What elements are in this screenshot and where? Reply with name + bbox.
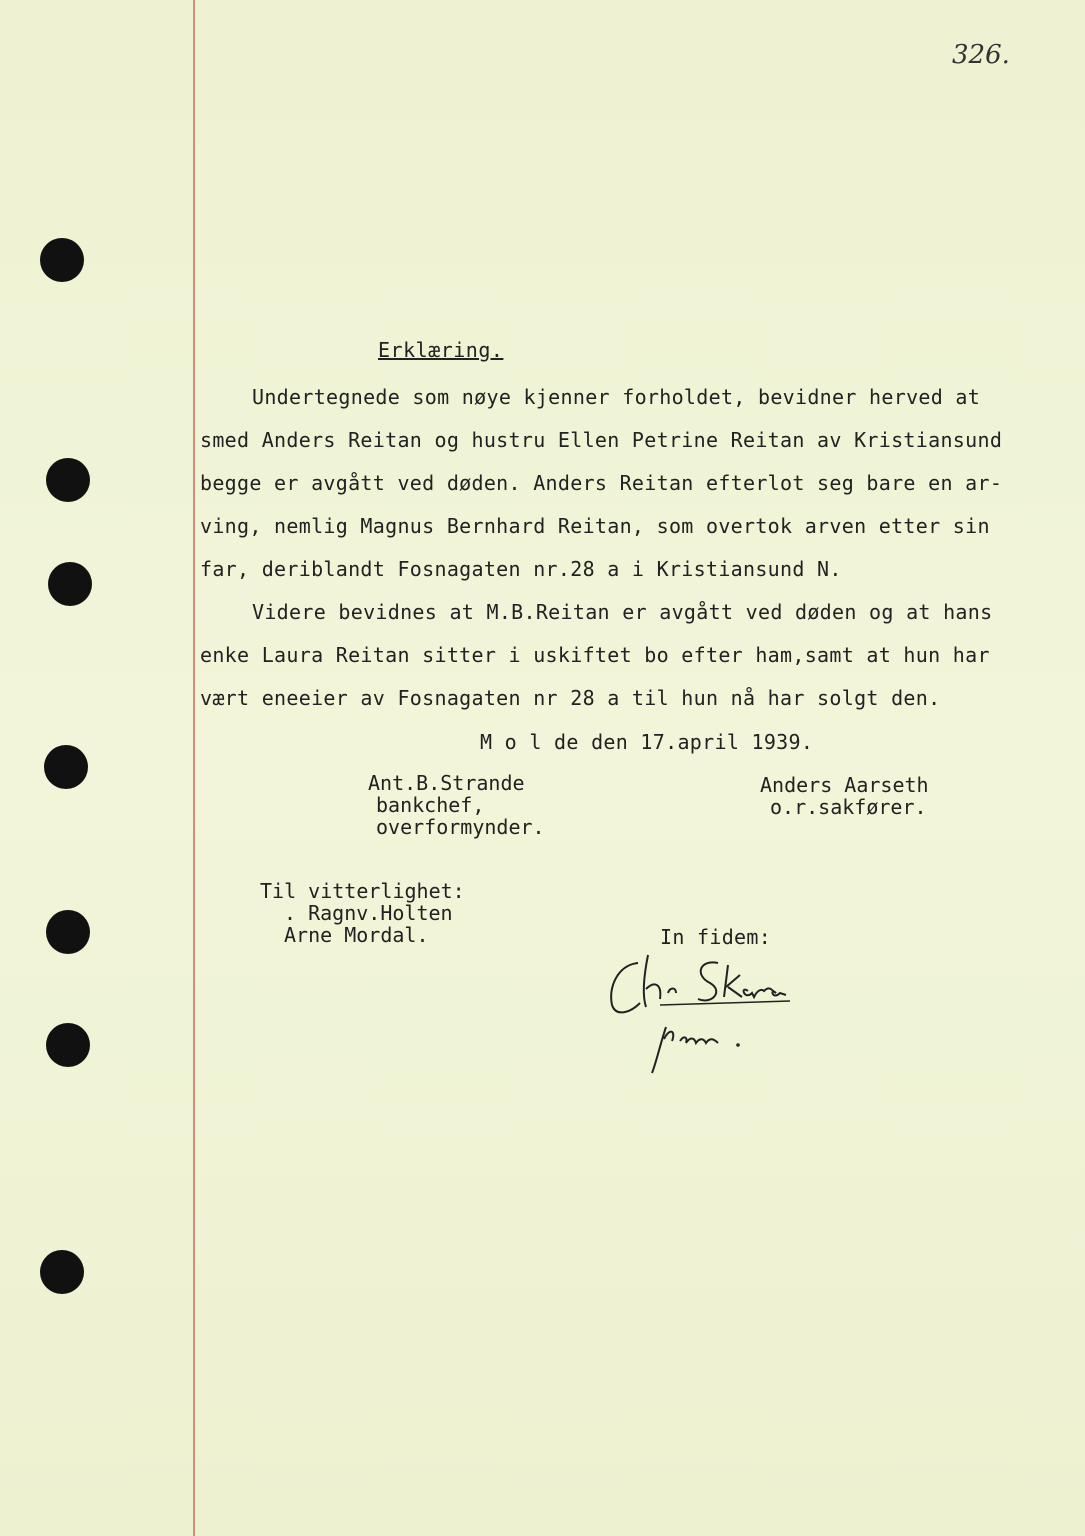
punch-hole (40, 238, 84, 282)
body-line: Videre bevidnes at M.B.Reitan er avgått ved døden og at hans (252, 600, 993, 624)
signatory-left-role: overformynder. (376, 815, 545, 839)
signatory-left-title: bankchef, (376, 793, 485, 817)
signatory-left (368, 772, 545, 838)
punch-hole (46, 1023, 90, 1067)
body-line: vært eneeier av Fosnagaten nr 28 a til hun nå har solgt den. (200, 686, 941, 710)
witness-name: Arne Mordal. (284, 923, 429, 947)
body-line: smed Anders Reitan og hustru Ellen Petrine Reitan av Kristiansund (200, 428, 1003, 452)
witness-heading: Til vitterlighet: (260, 879, 465, 903)
signatory-right-title: o.r.sakfører. (770, 795, 927, 819)
punch-hole (44, 745, 88, 789)
handwritten-signature (600, 945, 810, 1075)
body-line: ving, nemlig Magnus Bernhard Reitan, som overtok arven etter sin (200, 514, 990, 538)
body-line: enke Laura Reitan sitter i uskiftet bo efter ham,samt at hun har (200, 643, 990, 667)
signatory-left-name: Ant.B.Strande (368, 771, 525, 795)
margin-line (193, 0, 195, 1536)
date-line: M o l de den 17.april 1939. (480, 730, 814, 754)
page-number: 326. (952, 40, 1010, 70)
punch-hole (40, 1250, 84, 1294)
witness-block (260, 880, 465, 946)
signatory-right (760, 774, 929, 818)
witness-name: . Ragnv.Holten (284, 901, 453, 925)
body-line: begge er avgått ved døden. Anders Reitan efterlot seg bare en ar- (200, 471, 1003, 495)
document-title: Erklæring. (378, 338, 504, 362)
in-fidem-label: In fidem: (660, 925, 772, 949)
signatory-right-name: Anders Aarseth (760, 773, 929, 797)
punch-hole (48, 562, 92, 606)
body-line: far, deriblandt Fosnagaten nr.28 a i Kristiansund N. (200, 557, 842, 581)
punch-hole (46, 458, 90, 502)
body-line: Undertegnede som nøye kjenner forholdet, bevidner herved at (252, 385, 981, 409)
punch-hole (46, 910, 90, 954)
